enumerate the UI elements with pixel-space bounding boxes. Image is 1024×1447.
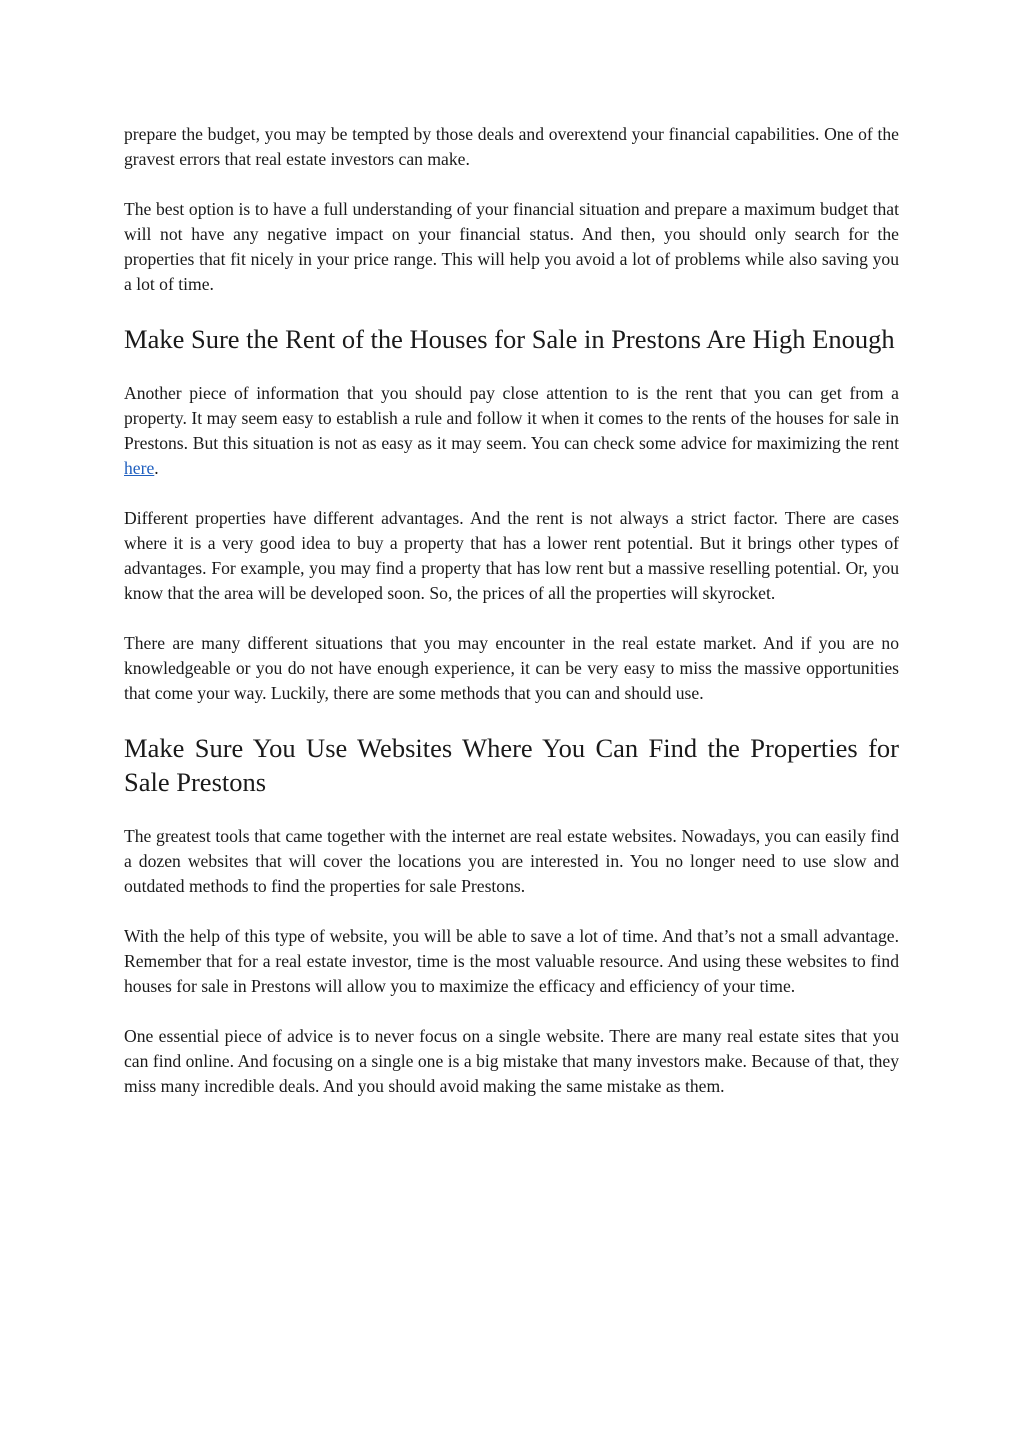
paragraph-situations: There are many different situations that you may encounter in the real estate market. And if you are no knowledgeable or you do not have enough experience, it can be very easy to miss the massive opportunities that come your way. Luckily, there are some methods that you can and should use. bbox=[124, 633, 899, 703]
paragraph-best-option: The best option is to have a full understanding of your financial situation and prepare a maximum budget that will not have any negative impact on your financial status. And then, you should only search for the properties that fit nicely in your price range. This will help you avoid a lot of problems while also saving you a lot of time. bbox=[124, 199, 899, 294]
paragraph-different-properties: Different properties have different advantages. And the rent is not always a strict factor. There are cases where it is a very good idea to buy a property that has a lower rent potential. But it brings other types of advantages. For example, you may find a property that has low rent but a massive reselling potential. Or, you know that the area will be developed soon. So, the prices of all the properties will skyrocket. bbox=[124, 508, 899, 603]
paragraph-rent-info-text: Another piece of information that you should pay close attention to is the rent that you can get from a property. It may seem easy to establish a rule and follow it when it comes to the rents of the houses for sale in Prestons. But this situation is not as easy as it may seem. You can check some advice for maximizing the rent bbox=[124, 383, 899, 453]
paragraph-rent-info-end: . bbox=[154, 458, 159, 478]
section-heading-websites: Make Sure You Use Websites Where You Can Find the Properties for Sale Prestons bbox=[124, 733, 899, 797]
paragraph-budget-continuation: prepare the budget, you may be tempted by those deals and overextend your financial capabilities. One of the gravest errors that real estate investors can make. bbox=[124, 124, 899, 169]
paragraph-greatest-tools: The greatest tools that came together with the internet are real estate websites. Nowadays, you can easily find a dozen websites that will cover the locations you are interested in. You no longer need to use slow and outdated methods to find the properties for sale Prestons. bbox=[124, 826, 899, 896]
paragraph-single-website: One essential piece of advice is to never focus on a single website. There are many real estate sites that you can find online. And focusing on a single one is a big mistake that many investors make. Because of that, they miss many incredible deals. And you should avoid making the same mistake as them. bbox=[124, 1026, 899, 1096]
document-page bbox=[124, 122, 899, 1124]
section-heading-rent: Make Sure the Rent of the Houses for Sale in Prestons Are High Enough bbox=[124, 324, 895, 354]
paragraph-save-time: With the help of this type of website, you will be able to save a lot of time. And that’s not a small advantage. Remember that for a real estate investor, time is the most valuable resource. And using these websites to find houses for sale in Prestons will allow you to maximize the efficacy and efficiency of your time. bbox=[124, 926, 899, 996]
here-link[interactable]: here bbox=[124, 458, 155, 478]
paragraph-rent-info bbox=[124, 381, 899, 481]
